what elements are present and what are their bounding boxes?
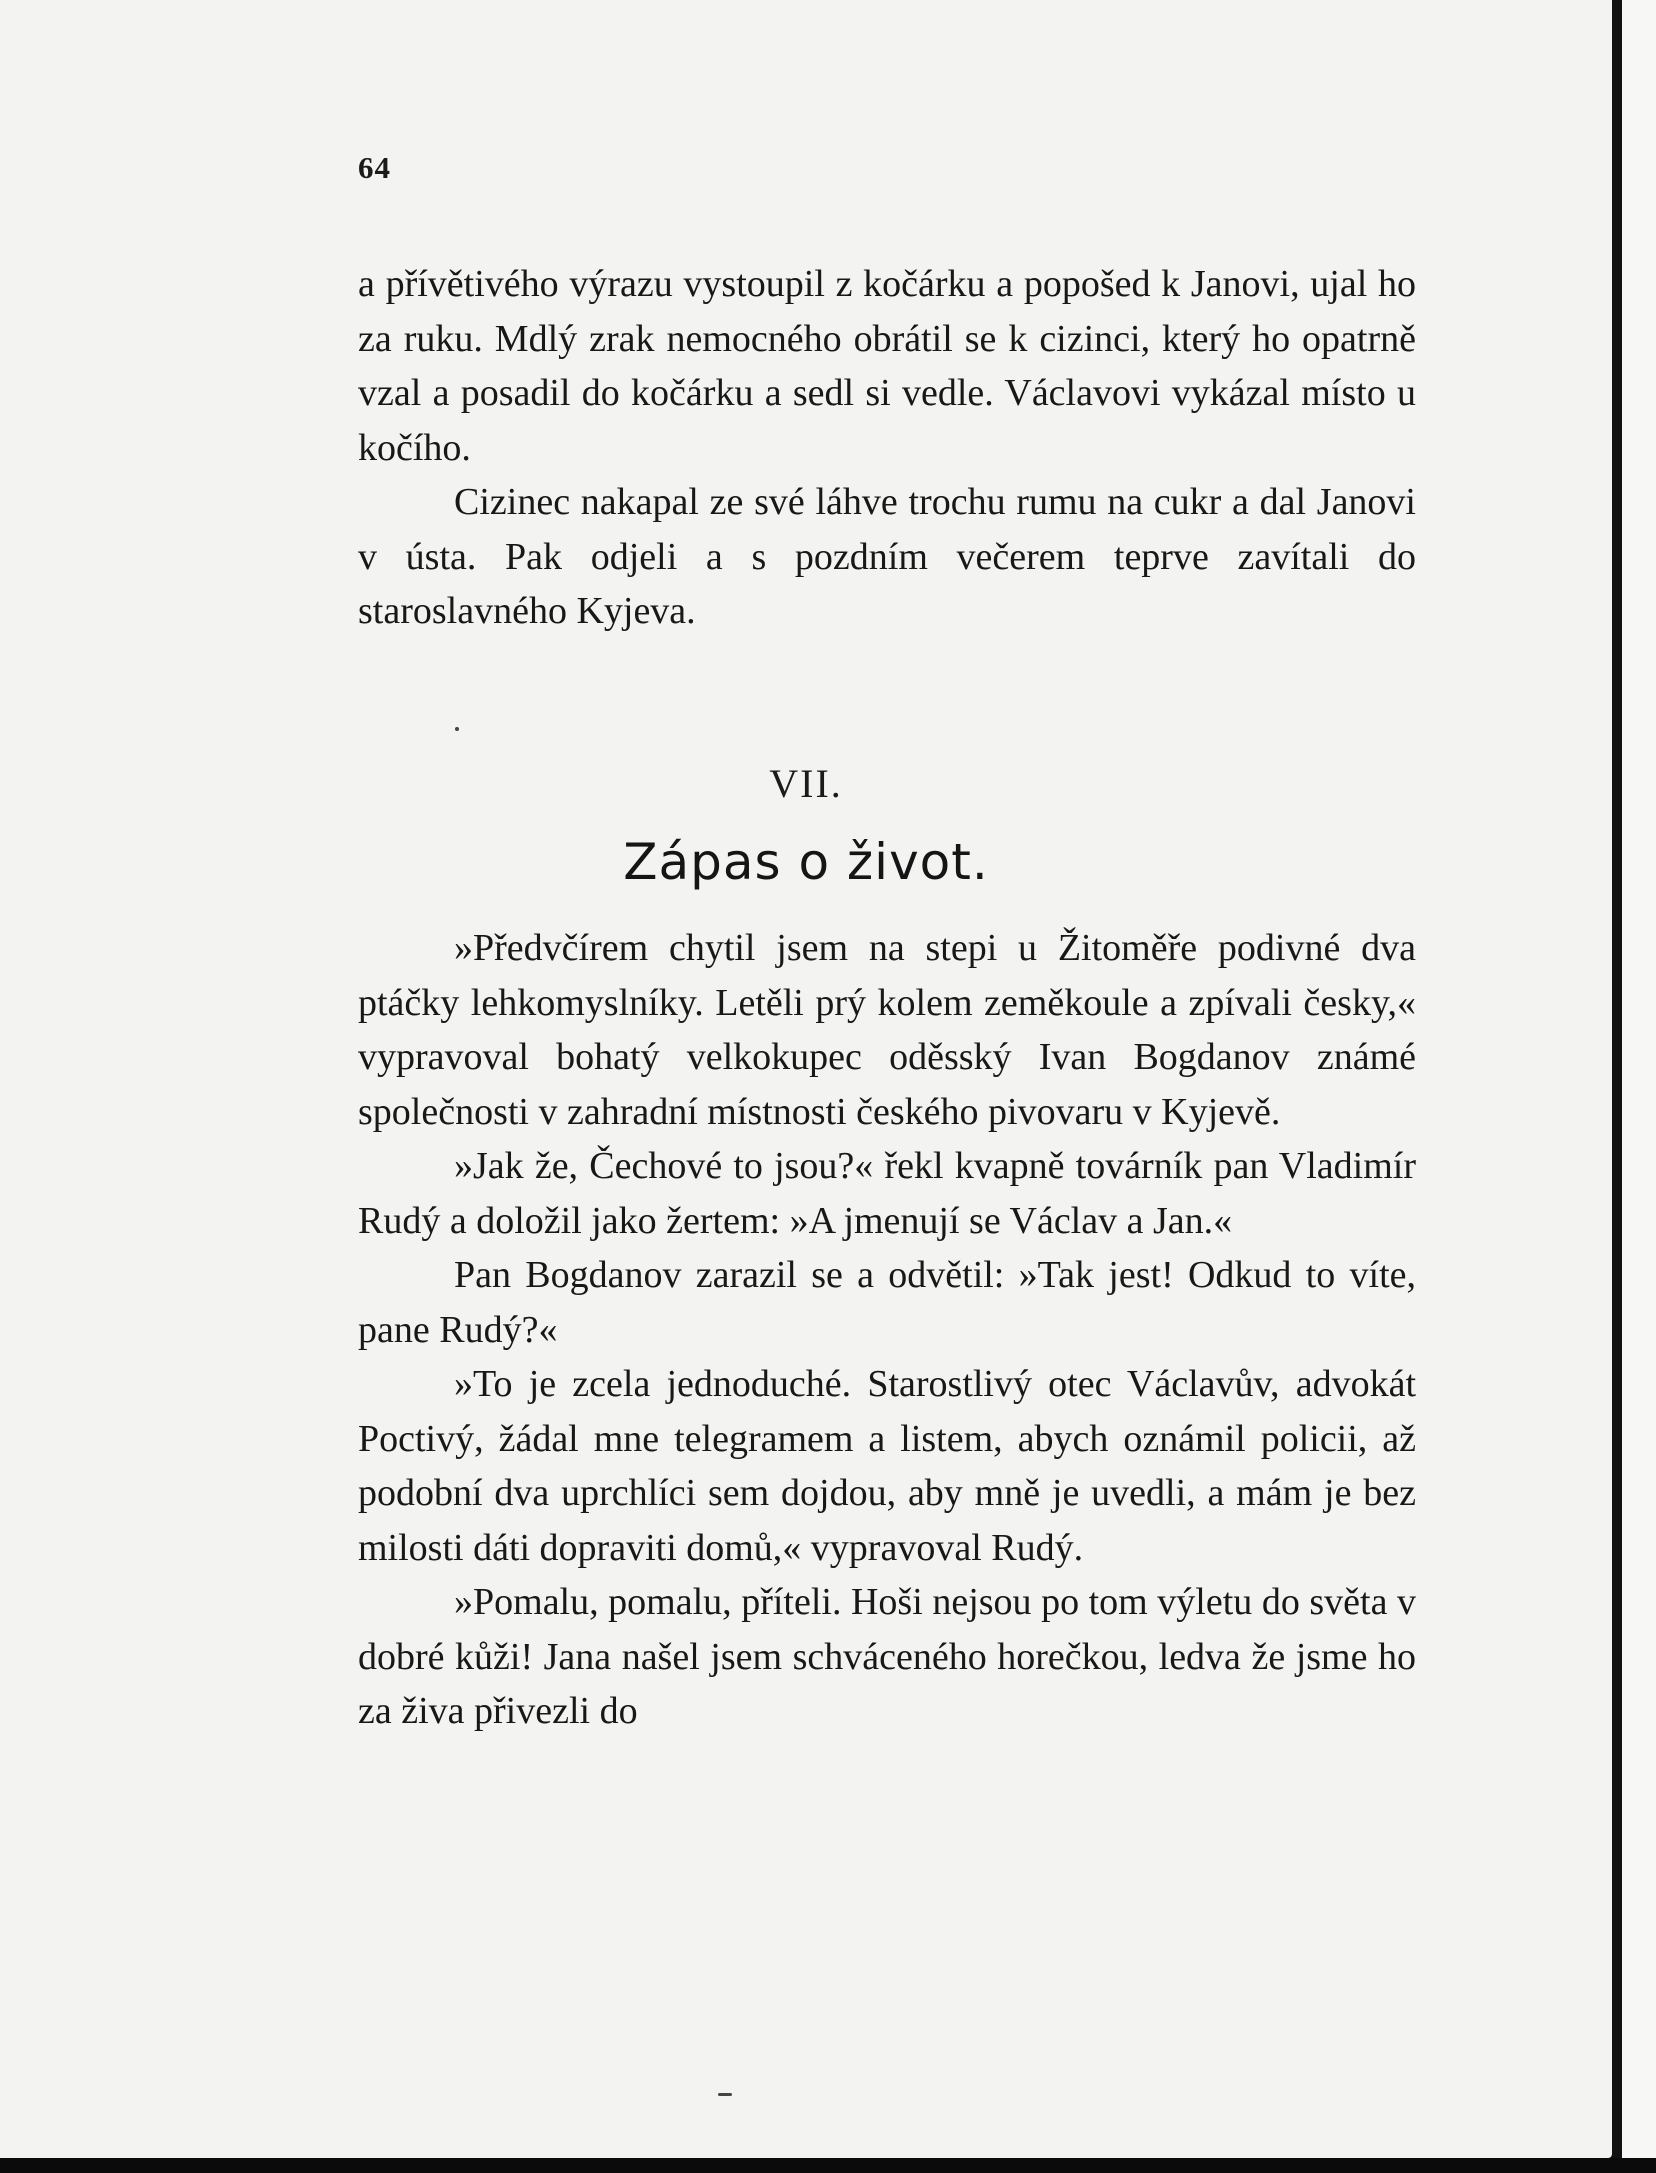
chapter-body-text [358,921,1416,1739]
paragraph: »Pomalu, pomalu, příteli. Hoši nejsou po tom výletu do světa v dobré kůži! Jana našel jsem schváceného horečkou, ledva že jsme ho za živa přivezli do [358,1581,1416,1732]
binding-shadow [1612,0,1622,2173]
page-number: 64 [358,150,391,185]
paragraph: Pan Bogdanov zarazil se a odvětil: »Tak jest! Odkud to víte, pane Rudý?« [358,1254,1416,1351]
continuation-text [358,257,1416,639]
print-speck [718,2093,732,2096]
chapter-title: Zápas o život. [623,833,989,891]
paragraph: »To je zcela jednoduché. Starostlivý otec Václavův, advokát Poctivý, žádal mne telegramem a listem, abych oznámil policii, až podobní dva uprchlíci sem dojdou, aby mně je uvedli, a mám je bez milosti dáti dopraviti domů,« vypravoval Rudý. [358,1363,1416,1569]
paragraph: Cizinec nakapal ze své láhve trochu rumu na cukr a dal Janovi v ústa. Pak odjeli a s pozdním večerem teprve zavítali do staroslavného Kyjeva. [358,481,1416,632]
paragraph: a přívětivého výrazu vystoupil z kočárku a popošed k Janovi, ujal ho za ruku. Mdlý zrak nemocného obrátil se k cizinci, který ho opatrně vzal a posadil do kočárku a sedl si vedle. Václavovi vykázal místo u kočího. [358,263,1416,469]
print-speck [455,727,459,731]
chapter-number: VII. [769,761,843,806]
paragraph: »Jak že, Čechové to jsou?« řekl kvapně továrník pan Vladimír Rudý a doložil jako žertem: »A jmenují se Václav a Jan.« [358,1145,1416,1242]
paragraph: »Předvčírem chytil jsem na stepi u Žitoměře podivné dva ptáčky lehkomyslníky. Letěli prý kolem zeměkoule a zpívali česky,« vypravoval bohatý velkokupec oděsský Ivan Bogdanov známé společnosti v zahradní místnosti českého pivovaru v Kyjevě. [358,927,1416,1133]
page-edge-bottom [0,2158,1656,2173]
